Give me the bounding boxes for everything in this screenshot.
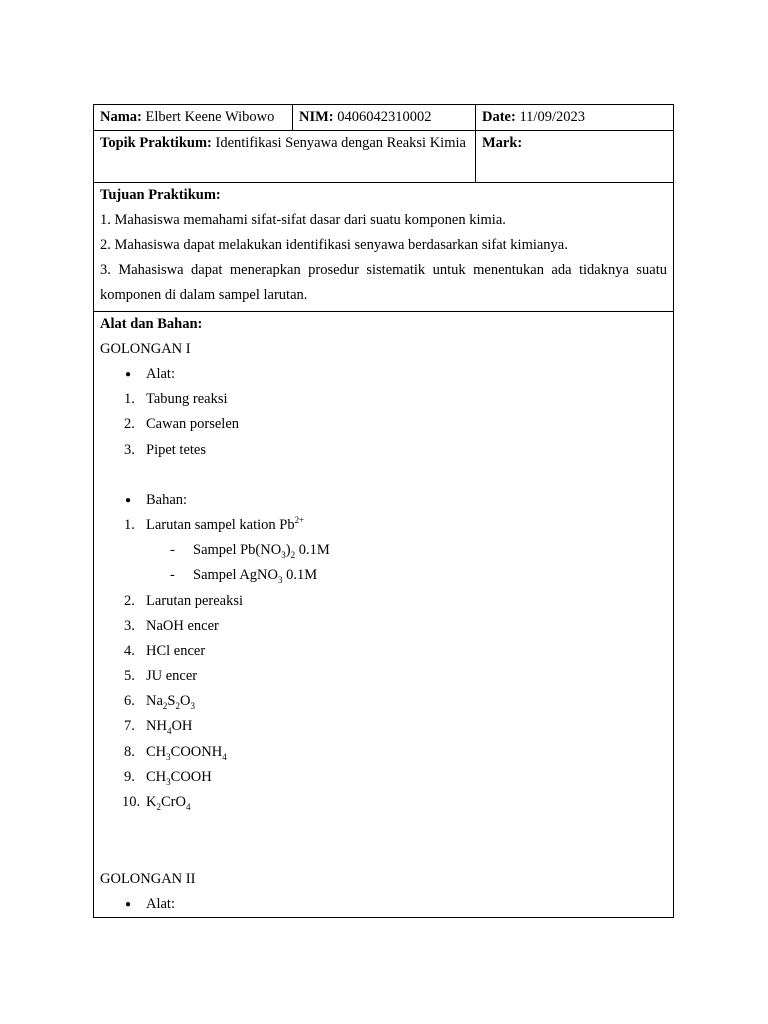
alat-label: Alat: bbox=[146, 896, 175, 913]
list-item bbox=[100, 438, 667, 463]
list-item bbox=[100, 563, 667, 588]
list-item bbox=[100, 790, 667, 815]
bahan-item: Larutan pereaksi bbox=[146, 592, 244, 609]
golongan-2-title: GOLONGAN II bbox=[100, 871, 196, 888]
nim-label: NIM: bbox=[299, 109, 334, 125]
nama-label: Nama: bbox=[100, 109, 142, 125]
dash-marker: - bbox=[170, 567, 175, 584]
golongan-1-title: GOLONGAN I bbox=[100, 341, 191, 357]
date-cell bbox=[476, 105, 674, 131]
nama-cell bbox=[94, 105, 293, 131]
topik-value: Identifikasi Senyawa dengan Reaksi Kimia bbox=[215, 135, 466, 151]
mark-label: Mark: bbox=[482, 135, 523, 151]
list-item bbox=[100, 664, 667, 689]
alat-item: Cawan porselen bbox=[146, 416, 240, 433]
tujuan-item-1: 1. Mahasiswa memahami sifat-sifat dasar dari suatu komponen kimia. bbox=[100, 212, 506, 228]
list-item bbox=[100, 362, 667, 387]
tujuan-title: Tujuan Praktikum: bbox=[100, 187, 221, 203]
spacer bbox=[100, 463, 667, 488]
list-item bbox=[100, 589, 667, 614]
bahan-item: $CH_3COOH$ bbox=[146, 768, 212, 787]
practicum-form-table bbox=[93, 104, 674, 918]
mark-cell bbox=[476, 131, 674, 183]
bullet-icon: ● bbox=[125, 494, 132, 506]
item-number: 5. bbox=[124, 668, 135, 685]
list-item bbox=[100, 892, 667, 917]
bahan-item: $NH_4OH$ bbox=[146, 718, 193, 737]
spacer bbox=[100, 840, 667, 865]
topik-label: Topik Praktikum: bbox=[100, 135, 212, 151]
list-item bbox=[100, 765, 667, 790]
tujuan-item-3: 3. Mahasiswa dapat menerapkan prosedur sistematik untuk menentukan ada tidaknya suatu komponen di dalam sampel larutan. bbox=[100, 262, 667, 303]
item-number: 2. bbox=[124, 592, 135, 609]
alat-label: Alat: bbox=[146, 366, 175, 382]
item-number: 8. bbox=[124, 743, 135, 760]
tujuan-item-2: 2. Mahasiswa dapat melakukan identifikasi senyawa berdasarkan sifat kimianya. bbox=[100, 237, 568, 253]
bahan-item: $K_2CrO_4$ bbox=[146, 794, 191, 812]
alat-item: Pipet tetes bbox=[146, 441, 207, 458]
sampel-item: Sampel $Pb(NO_3)_2$ 0.1M bbox=[193, 542, 330, 561]
item-number: 3. bbox=[124, 617, 135, 634]
alat-bahan-title: Alat dan Bahan: bbox=[100, 316, 203, 332]
nim-cell bbox=[293, 105, 476, 131]
date-value: 11/09/2023 bbox=[519, 109, 585, 125]
nim-value: 0406042310002 bbox=[337, 109, 432, 125]
alat-bahan-cell bbox=[94, 312, 674, 918]
list-item bbox=[100, 513, 667, 538]
item-number: 2. bbox=[124, 416, 135, 433]
list-item bbox=[100, 412, 667, 437]
list-item bbox=[100, 387, 667, 412]
bahan-item: HCl encer bbox=[146, 642, 206, 659]
list-item bbox=[100, 538, 667, 563]
bahan-item: $CH_3COONH_4$ bbox=[146, 743, 227, 762]
bahan-item: Larutan sampel kation $Pb^{2+}$ bbox=[146, 515, 305, 533]
list-item bbox=[100, 689, 667, 714]
alat-item: Tabung reaksi bbox=[146, 391, 228, 408]
bullet-icon: ● bbox=[125, 369, 132, 380]
list-item bbox=[100, 614, 667, 639]
bullet-icon: ● bbox=[125, 899, 132, 911]
tujuan-cell bbox=[94, 183, 674, 312]
nama-value: Elbert Keene Wibowo bbox=[145, 109, 275, 125]
bahan-item: NaOH encer bbox=[146, 617, 219, 634]
bahan-item: JU encer bbox=[146, 668, 198, 685]
item-number: 9. bbox=[124, 768, 135, 785]
item-number: 10. bbox=[122, 794, 141, 810]
list-item bbox=[100, 639, 667, 664]
list-item bbox=[100, 740, 667, 765]
bahan-label: Bahan: bbox=[146, 491, 188, 508]
item-number: 3. bbox=[124, 441, 135, 458]
bahan-item: $Na_2S_2O_3$ bbox=[146, 693, 195, 712]
sampel-item: Sampel AgNO$_3$ 0.1M bbox=[193, 567, 318, 586]
item-number: 6. bbox=[124, 693, 135, 710]
list-item bbox=[100, 714, 667, 739]
item-number: 4. bbox=[124, 642, 135, 659]
list-item bbox=[100, 488, 667, 513]
topik-cell bbox=[94, 131, 476, 183]
spacer bbox=[100, 815, 667, 840]
item-number: 1. bbox=[124, 516, 135, 533]
date-label: Date: bbox=[482, 109, 516, 125]
item-number: 7. bbox=[124, 718, 135, 735]
dash-marker: - bbox=[170, 542, 175, 559]
item-number: 1. bbox=[124, 391, 135, 408]
